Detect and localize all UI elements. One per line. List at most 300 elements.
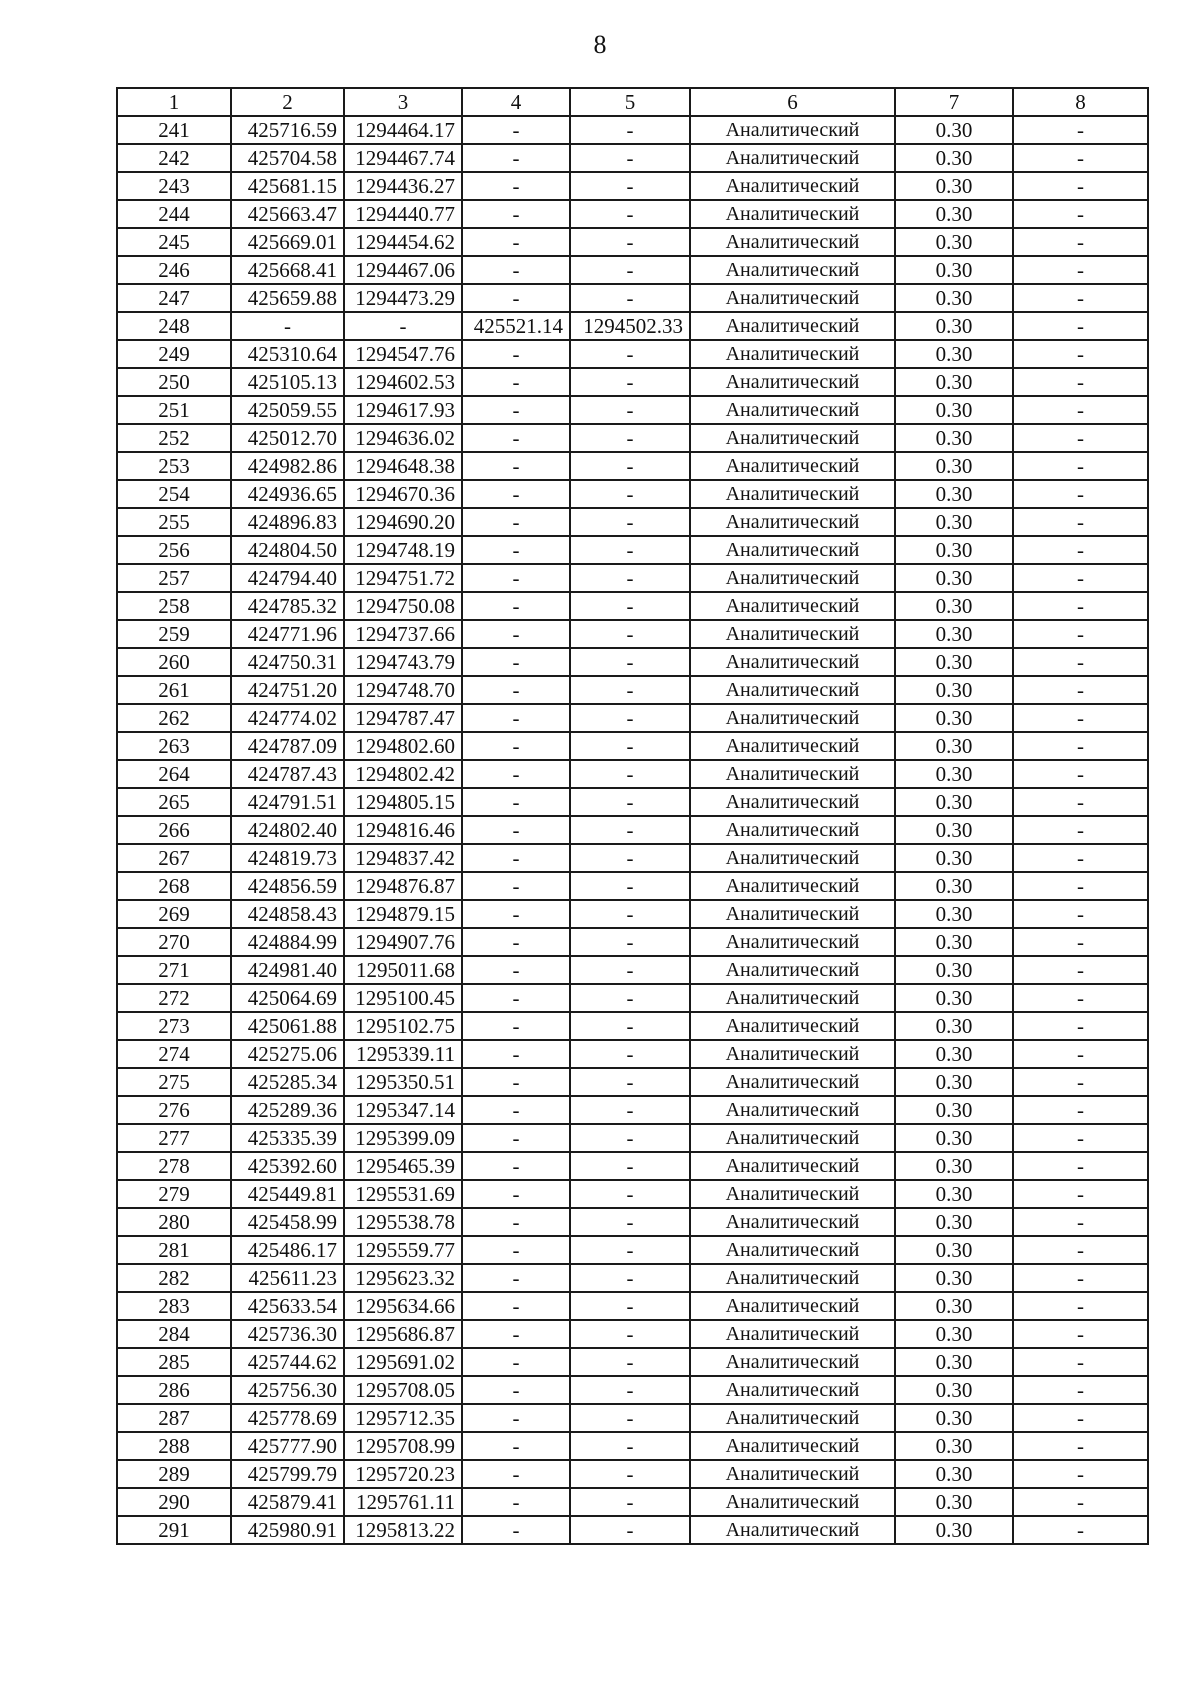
y-new-cell: - bbox=[570, 1040, 690, 1068]
column-header: 5 bbox=[570, 88, 690, 116]
note-cell: - bbox=[1013, 368, 1148, 396]
accuracy-cell: 0.30 bbox=[895, 1208, 1013, 1236]
table-row bbox=[117, 1432, 1148, 1460]
method-cell: Аналитический bbox=[690, 1376, 895, 1404]
point-number-cell: 290 bbox=[117, 1488, 231, 1516]
y-coordinate-cell: 1294787.47 bbox=[344, 704, 462, 732]
table-row bbox=[117, 1012, 1148, 1040]
method-cell: Аналитический bbox=[690, 592, 895, 620]
accuracy-cell: 0.30 bbox=[895, 1236, 1013, 1264]
point-number-cell: 270 bbox=[117, 928, 231, 956]
y-coordinate-cell: 1295761.11 bbox=[344, 1488, 462, 1516]
method-cell: Аналитический bbox=[690, 1040, 895, 1068]
x-new-cell: - bbox=[462, 1376, 570, 1404]
method-cell: Аналитический bbox=[690, 1488, 895, 1516]
point-number-cell: 248 bbox=[117, 312, 231, 340]
note-cell: - bbox=[1013, 760, 1148, 788]
x-new-cell: - bbox=[462, 872, 570, 900]
accuracy-cell: 0.30 bbox=[895, 452, 1013, 480]
y-new-cell: - bbox=[570, 1488, 690, 1516]
y-new-cell: - bbox=[570, 452, 690, 480]
point-number-cell: 244 bbox=[117, 200, 231, 228]
method-cell: Аналитический bbox=[690, 648, 895, 676]
accuracy-cell: 0.30 bbox=[895, 200, 1013, 228]
note-cell: - bbox=[1013, 536, 1148, 564]
y-new-cell: - bbox=[570, 564, 690, 592]
table-row bbox=[117, 1068, 1148, 1096]
table-row bbox=[117, 452, 1148, 480]
table-row bbox=[117, 1208, 1148, 1236]
y-coordinate-cell: 1295100.45 bbox=[344, 984, 462, 1012]
y-new-cell: - bbox=[570, 1124, 690, 1152]
note-cell: - bbox=[1013, 732, 1148, 760]
note-cell: - bbox=[1013, 144, 1148, 172]
method-cell: Аналитический bbox=[690, 144, 895, 172]
x-coordinate-cell: 424787.43 bbox=[231, 760, 344, 788]
note-cell: - bbox=[1013, 956, 1148, 984]
y-new-cell: - bbox=[570, 1404, 690, 1432]
accuracy-cell: 0.30 bbox=[895, 1320, 1013, 1348]
x-coordinate-cell: 425669.01 bbox=[231, 228, 344, 256]
point-number-cell: 258 bbox=[117, 592, 231, 620]
accuracy-cell: 0.30 bbox=[895, 1516, 1013, 1544]
method-cell: Аналитический bbox=[690, 1460, 895, 1488]
y-new-cell: - bbox=[570, 1376, 690, 1404]
point-number-cell: 249 bbox=[117, 340, 231, 368]
y-coordinate-cell: 1294743.79 bbox=[344, 648, 462, 676]
column-header: 7 bbox=[895, 88, 1013, 116]
method-cell: Аналитический bbox=[690, 704, 895, 732]
note-cell: - bbox=[1013, 788, 1148, 816]
table-row bbox=[117, 536, 1148, 564]
y-coordinate-cell: 1295465.39 bbox=[344, 1152, 462, 1180]
method-cell: Аналитический bbox=[690, 368, 895, 396]
table-row bbox=[117, 872, 1148, 900]
table-row bbox=[117, 228, 1148, 256]
point-number-cell: 287 bbox=[117, 1404, 231, 1432]
note-cell: - bbox=[1013, 1516, 1148, 1544]
y-coordinate-cell: 1294750.08 bbox=[344, 592, 462, 620]
y-coordinate-cell: 1294737.66 bbox=[344, 620, 462, 648]
y-coordinate-cell: 1294547.76 bbox=[344, 340, 462, 368]
y-coordinate-cell: 1294805.15 bbox=[344, 788, 462, 816]
x-coordinate-cell: 425663.47 bbox=[231, 200, 344, 228]
table-row bbox=[117, 1320, 1148, 1348]
x-coordinate-cell: 425681.15 bbox=[231, 172, 344, 200]
note-cell: - bbox=[1013, 1152, 1148, 1180]
y-coordinate-cell: 1294636.02 bbox=[344, 424, 462, 452]
accuracy-cell: 0.30 bbox=[895, 592, 1013, 620]
table-row bbox=[117, 172, 1148, 200]
table-row bbox=[117, 1040, 1148, 1068]
method-cell: Аналитический bbox=[690, 1264, 895, 1292]
note-cell: - bbox=[1013, 648, 1148, 676]
point-number-cell: 243 bbox=[117, 172, 231, 200]
x-new-cell: - bbox=[462, 480, 570, 508]
x-new-cell: - bbox=[462, 1096, 570, 1124]
y-new-cell: - bbox=[570, 172, 690, 200]
note-cell: - bbox=[1013, 676, 1148, 704]
x-coordinate-cell: 425879.41 bbox=[231, 1488, 344, 1516]
y-new-cell: - bbox=[570, 816, 690, 844]
method-cell: Аналитический bbox=[690, 1404, 895, 1432]
x-new-cell: - bbox=[462, 1040, 570, 1068]
x-coordinate-cell: 424751.20 bbox=[231, 676, 344, 704]
table-row bbox=[117, 900, 1148, 928]
x-new-cell: - bbox=[462, 1068, 570, 1096]
point-number-cell: 241 bbox=[117, 116, 231, 144]
table-row bbox=[117, 704, 1148, 732]
note-cell: - bbox=[1013, 200, 1148, 228]
y-new-cell: - bbox=[570, 1516, 690, 1544]
note-cell: - bbox=[1013, 1348, 1148, 1376]
table-row bbox=[117, 928, 1148, 956]
y-coordinate-cell: 1294440.77 bbox=[344, 200, 462, 228]
note-cell: - bbox=[1013, 1040, 1148, 1068]
accuracy-cell: 0.30 bbox=[895, 284, 1013, 312]
point-number-cell: 259 bbox=[117, 620, 231, 648]
y-new-cell: - bbox=[570, 732, 690, 760]
accuracy-cell: 0.30 bbox=[895, 144, 1013, 172]
x-new-cell: - bbox=[462, 536, 570, 564]
y-new-cell: - bbox=[570, 1320, 690, 1348]
y-coordinate-cell: 1294454.62 bbox=[344, 228, 462, 256]
note-cell: - bbox=[1013, 900, 1148, 928]
point-number-cell: 247 bbox=[117, 284, 231, 312]
x-coordinate-cell: 424785.32 bbox=[231, 592, 344, 620]
y-coordinate-cell: 1294617.93 bbox=[344, 396, 462, 424]
accuracy-cell: 0.30 bbox=[895, 844, 1013, 872]
accuracy-cell: 0.30 bbox=[895, 1348, 1013, 1376]
x-coordinate-cell: 424981.40 bbox=[231, 956, 344, 984]
accuracy-cell: 0.30 bbox=[895, 984, 1013, 1012]
x-coordinate-cell: 425611.23 bbox=[231, 1264, 344, 1292]
x-coordinate-cell: 424982.86 bbox=[231, 452, 344, 480]
note-cell: - bbox=[1013, 396, 1148, 424]
table-row bbox=[117, 508, 1148, 536]
y-coordinate-cell: 1295712.35 bbox=[344, 1404, 462, 1432]
point-number-cell: 277 bbox=[117, 1124, 231, 1152]
x-coordinate-cell: 425778.69 bbox=[231, 1404, 344, 1432]
method-cell: Аналитический bbox=[690, 564, 895, 592]
point-number-cell: 268 bbox=[117, 872, 231, 900]
point-number-cell: 276 bbox=[117, 1096, 231, 1124]
x-new-cell: - bbox=[462, 620, 570, 648]
x-new-cell: - bbox=[462, 284, 570, 312]
method-cell: Аналитический bbox=[690, 760, 895, 788]
method-cell: Аналитический bbox=[690, 1320, 895, 1348]
point-number-cell: 278 bbox=[117, 1152, 231, 1180]
note-cell: - bbox=[1013, 1068, 1148, 1096]
note-cell: - bbox=[1013, 1460, 1148, 1488]
table-row bbox=[117, 1264, 1148, 1292]
x-coordinate-cell: 425777.90 bbox=[231, 1432, 344, 1460]
x-coordinate-cell: 425012.70 bbox=[231, 424, 344, 452]
accuracy-cell: 0.30 bbox=[895, 760, 1013, 788]
x-new-cell: - bbox=[462, 1152, 570, 1180]
y-coordinate-cell: 1295634.66 bbox=[344, 1292, 462, 1320]
y-coordinate-cell: 1294648.38 bbox=[344, 452, 462, 480]
point-number-cell: 252 bbox=[117, 424, 231, 452]
x-new-cell: - bbox=[462, 1236, 570, 1264]
y-new-cell: - bbox=[570, 396, 690, 424]
x-new-cell: - bbox=[462, 788, 570, 816]
method-cell: Аналитический bbox=[690, 228, 895, 256]
table-row bbox=[117, 1236, 1148, 1264]
point-number-cell: 280 bbox=[117, 1208, 231, 1236]
y-coordinate-cell: 1295691.02 bbox=[344, 1348, 462, 1376]
table-row bbox=[117, 256, 1148, 284]
accuracy-cell: 0.30 bbox=[895, 1488, 1013, 1516]
table-row bbox=[117, 1488, 1148, 1516]
y-coordinate-cell: 1294876.87 bbox=[344, 872, 462, 900]
y-new-cell: - bbox=[570, 1348, 690, 1376]
table-row bbox=[117, 732, 1148, 760]
y-new-cell: - bbox=[570, 508, 690, 536]
x-coordinate-cell: 425633.54 bbox=[231, 1292, 344, 1320]
accuracy-cell: 0.30 bbox=[895, 1040, 1013, 1068]
note-cell: - bbox=[1013, 1488, 1148, 1516]
y-new-cell: - bbox=[570, 1292, 690, 1320]
x-new-cell: - bbox=[462, 648, 570, 676]
point-number-cell: 261 bbox=[117, 676, 231, 704]
point-number-cell: 265 bbox=[117, 788, 231, 816]
note-cell: - bbox=[1013, 424, 1148, 452]
method-cell: Аналитический bbox=[690, 788, 895, 816]
x-new-cell: - bbox=[462, 900, 570, 928]
x-coordinate-cell: 425704.58 bbox=[231, 144, 344, 172]
x-coordinate-cell: 424791.51 bbox=[231, 788, 344, 816]
table-row bbox=[117, 1152, 1148, 1180]
x-new-cell: - bbox=[462, 1432, 570, 1460]
y-new-cell: - bbox=[570, 984, 690, 1012]
method-cell: Аналитический bbox=[690, 536, 895, 564]
y-new-cell: - bbox=[570, 844, 690, 872]
accuracy-cell: 0.30 bbox=[895, 116, 1013, 144]
x-coordinate-cell: 425310.64 bbox=[231, 340, 344, 368]
point-number-cell: 274 bbox=[117, 1040, 231, 1068]
note-cell: - bbox=[1013, 1096, 1148, 1124]
point-number-cell: 289 bbox=[117, 1460, 231, 1488]
y-new-cell: - bbox=[570, 592, 690, 620]
y-coordinate-cell: 1295102.75 bbox=[344, 1012, 462, 1040]
method-cell: Аналитический bbox=[690, 1152, 895, 1180]
accuracy-cell: 0.30 bbox=[895, 1460, 1013, 1488]
x-new-cell: - bbox=[462, 592, 570, 620]
method-cell: Аналитический bbox=[690, 1124, 895, 1152]
x-coordinate-cell: 425980.91 bbox=[231, 1516, 344, 1544]
method-cell: Аналитический bbox=[690, 256, 895, 284]
method-cell: Аналитический bbox=[690, 1516, 895, 1544]
x-coordinate-cell: 425289.36 bbox=[231, 1096, 344, 1124]
y-coordinate-cell: 1294467.06 bbox=[344, 256, 462, 284]
table-row bbox=[117, 1348, 1148, 1376]
x-coordinate-cell: 425105.13 bbox=[231, 368, 344, 396]
y-new-cell: - bbox=[570, 1068, 690, 1096]
method-cell: Аналитический bbox=[690, 1432, 895, 1460]
y-new-cell: 1294502.33 bbox=[570, 312, 690, 340]
table-row bbox=[117, 312, 1148, 340]
note-cell: - bbox=[1013, 116, 1148, 144]
x-new-cell: - bbox=[462, 508, 570, 536]
accuracy-cell: 0.30 bbox=[895, 1152, 1013, 1180]
table-row bbox=[117, 1292, 1148, 1320]
accuracy-cell: 0.30 bbox=[895, 620, 1013, 648]
page-number: 8 bbox=[593, 30, 607, 59]
y-coordinate-cell: 1294879.15 bbox=[344, 900, 462, 928]
method-cell: Аналитический bbox=[690, 172, 895, 200]
y-new-cell: - bbox=[570, 536, 690, 564]
point-number-cell: 245 bbox=[117, 228, 231, 256]
y-new-cell: - bbox=[570, 956, 690, 984]
table-row bbox=[117, 144, 1148, 172]
y-coordinate-cell: 1294748.70 bbox=[344, 676, 462, 704]
y-coordinate-cell: 1294748.19 bbox=[344, 536, 462, 564]
y-coordinate-cell: 1295686.87 bbox=[344, 1320, 462, 1348]
point-number-cell: 279 bbox=[117, 1180, 231, 1208]
point-number-cell: 271 bbox=[117, 956, 231, 984]
table-row bbox=[117, 284, 1148, 312]
accuracy-cell: 0.30 bbox=[895, 340, 1013, 368]
x-new-cell: - bbox=[462, 1488, 570, 1516]
accuracy-cell: 0.30 bbox=[895, 1124, 1013, 1152]
y-new-cell: - bbox=[570, 704, 690, 732]
method-cell: Аналитический bbox=[690, 1012, 895, 1040]
table-row bbox=[117, 340, 1148, 368]
table-row bbox=[117, 200, 1148, 228]
method-cell: Аналитический bbox=[690, 480, 895, 508]
note-cell: - bbox=[1013, 452, 1148, 480]
y-coordinate-cell: 1295531.69 bbox=[344, 1180, 462, 1208]
point-number-cell: 250 bbox=[117, 368, 231, 396]
accuracy-cell: 0.30 bbox=[895, 564, 1013, 592]
y-new-cell: - bbox=[570, 480, 690, 508]
y-coordinate-cell: 1294907.76 bbox=[344, 928, 462, 956]
coordinates-table bbox=[116, 87, 1149, 1545]
y-coordinate-cell: 1295538.78 bbox=[344, 1208, 462, 1236]
x-coordinate-cell: 425061.88 bbox=[231, 1012, 344, 1040]
point-number-cell: 260 bbox=[117, 648, 231, 676]
table-row bbox=[117, 564, 1148, 592]
method-cell: Аналитический bbox=[690, 816, 895, 844]
y-new-cell: - bbox=[570, 928, 690, 956]
y-new-cell: - bbox=[570, 1096, 690, 1124]
table-row bbox=[117, 1404, 1148, 1432]
accuracy-cell: 0.30 bbox=[895, 424, 1013, 452]
x-new-cell: - bbox=[462, 564, 570, 592]
y-coordinate-cell: 1295720.23 bbox=[344, 1460, 462, 1488]
y-coordinate-cell: 1294473.29 bbox=[344, 284, 462, 312]
accuracy-cell: 0.30 bbox=[895, 648, 1013, 676]
column-header: 4 bbox=[462, 88, 570, 116]
y-coordinate-cell: 1295350.51 bbox=[344, 1068, 462, 1096]
x-new-cell: - bbox=[462, 1348, 570, 1376]
accuracy-cell: 0.30 bbox=[895, 732, 1013, 760]
y-coordinate-cell: 1294751.72 bbox=[344, 564, 462, 592]
x-new-cell: - bbox=[462, 760, 570, 788]
x-coordinate-cell: 424794.40 bbox=[231, 564, 344, 592]
x-new-cell: - bbox=[462, 396, 570, 424]
y-coordinate-cell: 1295708.05 bbox=[344, 1376, 462, 1404]
y-new-cell: - bbox=[570, 1264, 690, 1292]
method-cell: Аналитический bbox=[690, 620, 895, 648]
point-number-cell: 242 bbox=[117, 144, 231, 172]
method-cell: Аналитический bbox=[690, 844, 895, 872]
note-cell: - bbox=[1013, 1124, 1148, 1152]
x-new-cell: - bbox=[462, 1460, 570, 1488]
y-coordinate-cell: 1295813.22 bbox=[344, 1516, 462, 1544]
y-coordinate-cell: 1294837.42 bbox=[344, 844, 462, 872]
accuracy-cell: 0.30 bbox=[895, 816, 1013, 844]
point-number-cell: 267 bbox=[117, 844, 231, 872]
note-cell: - bbox=[1013, 1376, 1148, 1404]
point-number-cell: 291 bbox=[117, 1516, 231, 1544]
column-header: 1 bbox=[117, 88, 231, 116]
table-row bbox=[117, 788, 1148, 816]
y-new-cell: - bbox=[570, 676, 690, 704]
table-row bbox=[117, 984, 1148, 1012]
x-new-cell: - bbox=[462, 956, 570, 984]
note-cell: - bbox=[1013, 340, 1148, 368]
y-coordinate-cell: 1294670.36 bbox=[344, 480, 462, 508]
accuracy-cell: 0.30 bbox=[895, 872, 1013, 900]
x-new-cell: - bbox=[462, 116, 570, 144]
x-coordinate-cell: 424774.02 bbox=[231, 704, 344, 732]
x-new-cell: - bbox=[462, 1404, 570, 1432]
x-new-cell: - bbox=[462, 732, 570, 760]
note-cell: - bbox=[1013, 284, 1148, 312]
x-new-cell: - bbox=[462, 1180, 570, 1208]
accuracy-cell: 0.30 bbox=[895, 1264, 1013, 1292]
note-cell: - bbox=[1013, 1012, 1148, 1040]
accuracy-cell: 0.30 bbox=[895, 228, 1013, 256]
y-coordinate-cell: 1294802.42 bbox=[344, 760, 462, 788]
y-new-cell: - bbox=[570, 284, 690, 312]
note-cell: - bbox=[1013, 984, 1148, 1012]
x-coordinate-cell: 424771.96 bbox=[231, 620, 344, 648]
table-row bbox=[117, 1180, 1148, 1208]
x-coordinate-cell: 424819.73 bbox=[231, 844, 344, 872]
point-number-cell: 257 bbox=[117, 564, 231, 592]
y-coordinate-cell: 1295339.11 bbox=[344, 1040, 462, 1068]
column-header: 6 bbox=[690, 88, 895, 116]
method-cell: Аналитический bbox=[690, 396, 895, 424]
table-header-row bbox=[117, 88, 1148, 116]
y-new-cell: - bbox=[570, 620, 690, 648]
note-cell: - bbox=[1013, 172, 1148, 200]
accuracy-cell: 0.30 bbox=[895, 928, 1013, 956]
accuracy-cell: 0.30 bbox=[895, 956, 1013, 984]
point-number-cell: 282 bbox=[117, 1264, 231, 1292]
x-new-cell: - bbox=[462, 928, 570, 956]
x-new-cell: 425521.14 bbox=[462, 312, 570, 340]
x-new-cell: - bbox=[462, 1264, 570, 1292]
x-new-cell: - bbox=[462, 816, 570, 844]
accuracy-cell: 0.30 bbox=[895, 1404, 1013, 1432]
accuracy-cell: 0.30 bbox=[895, 312, 1013, 340]
method-cell: Аналитический bbox=[690, 116, 895, 144]
y-coordinate-cell: 1294467.74 bbox=[344, 144, 462, 172]
x-coordinate-cell: 424856.59 bbox=[231, 872, 344, 900]
column-header: 2 bbox=[231, 88, 344, 116]
y-new-cell: - bbox=[570, 900, 690, 928]
method-cell: Аналитический bbox=[690, 900, 895, 928]
point-number-cell: 246 bbox=[117, 256, 231, 284]
accuracy-cell: 0.30 bbox=[895, 1012, 1013, 1040]
x-new-cell: - bbox=[462, 424, 570, 452]
y-coordinate-cell: 1295347.14 bbox=[344, 1096, 462, 1124]
table-row bbox=[117, 676, 1148, 704]
